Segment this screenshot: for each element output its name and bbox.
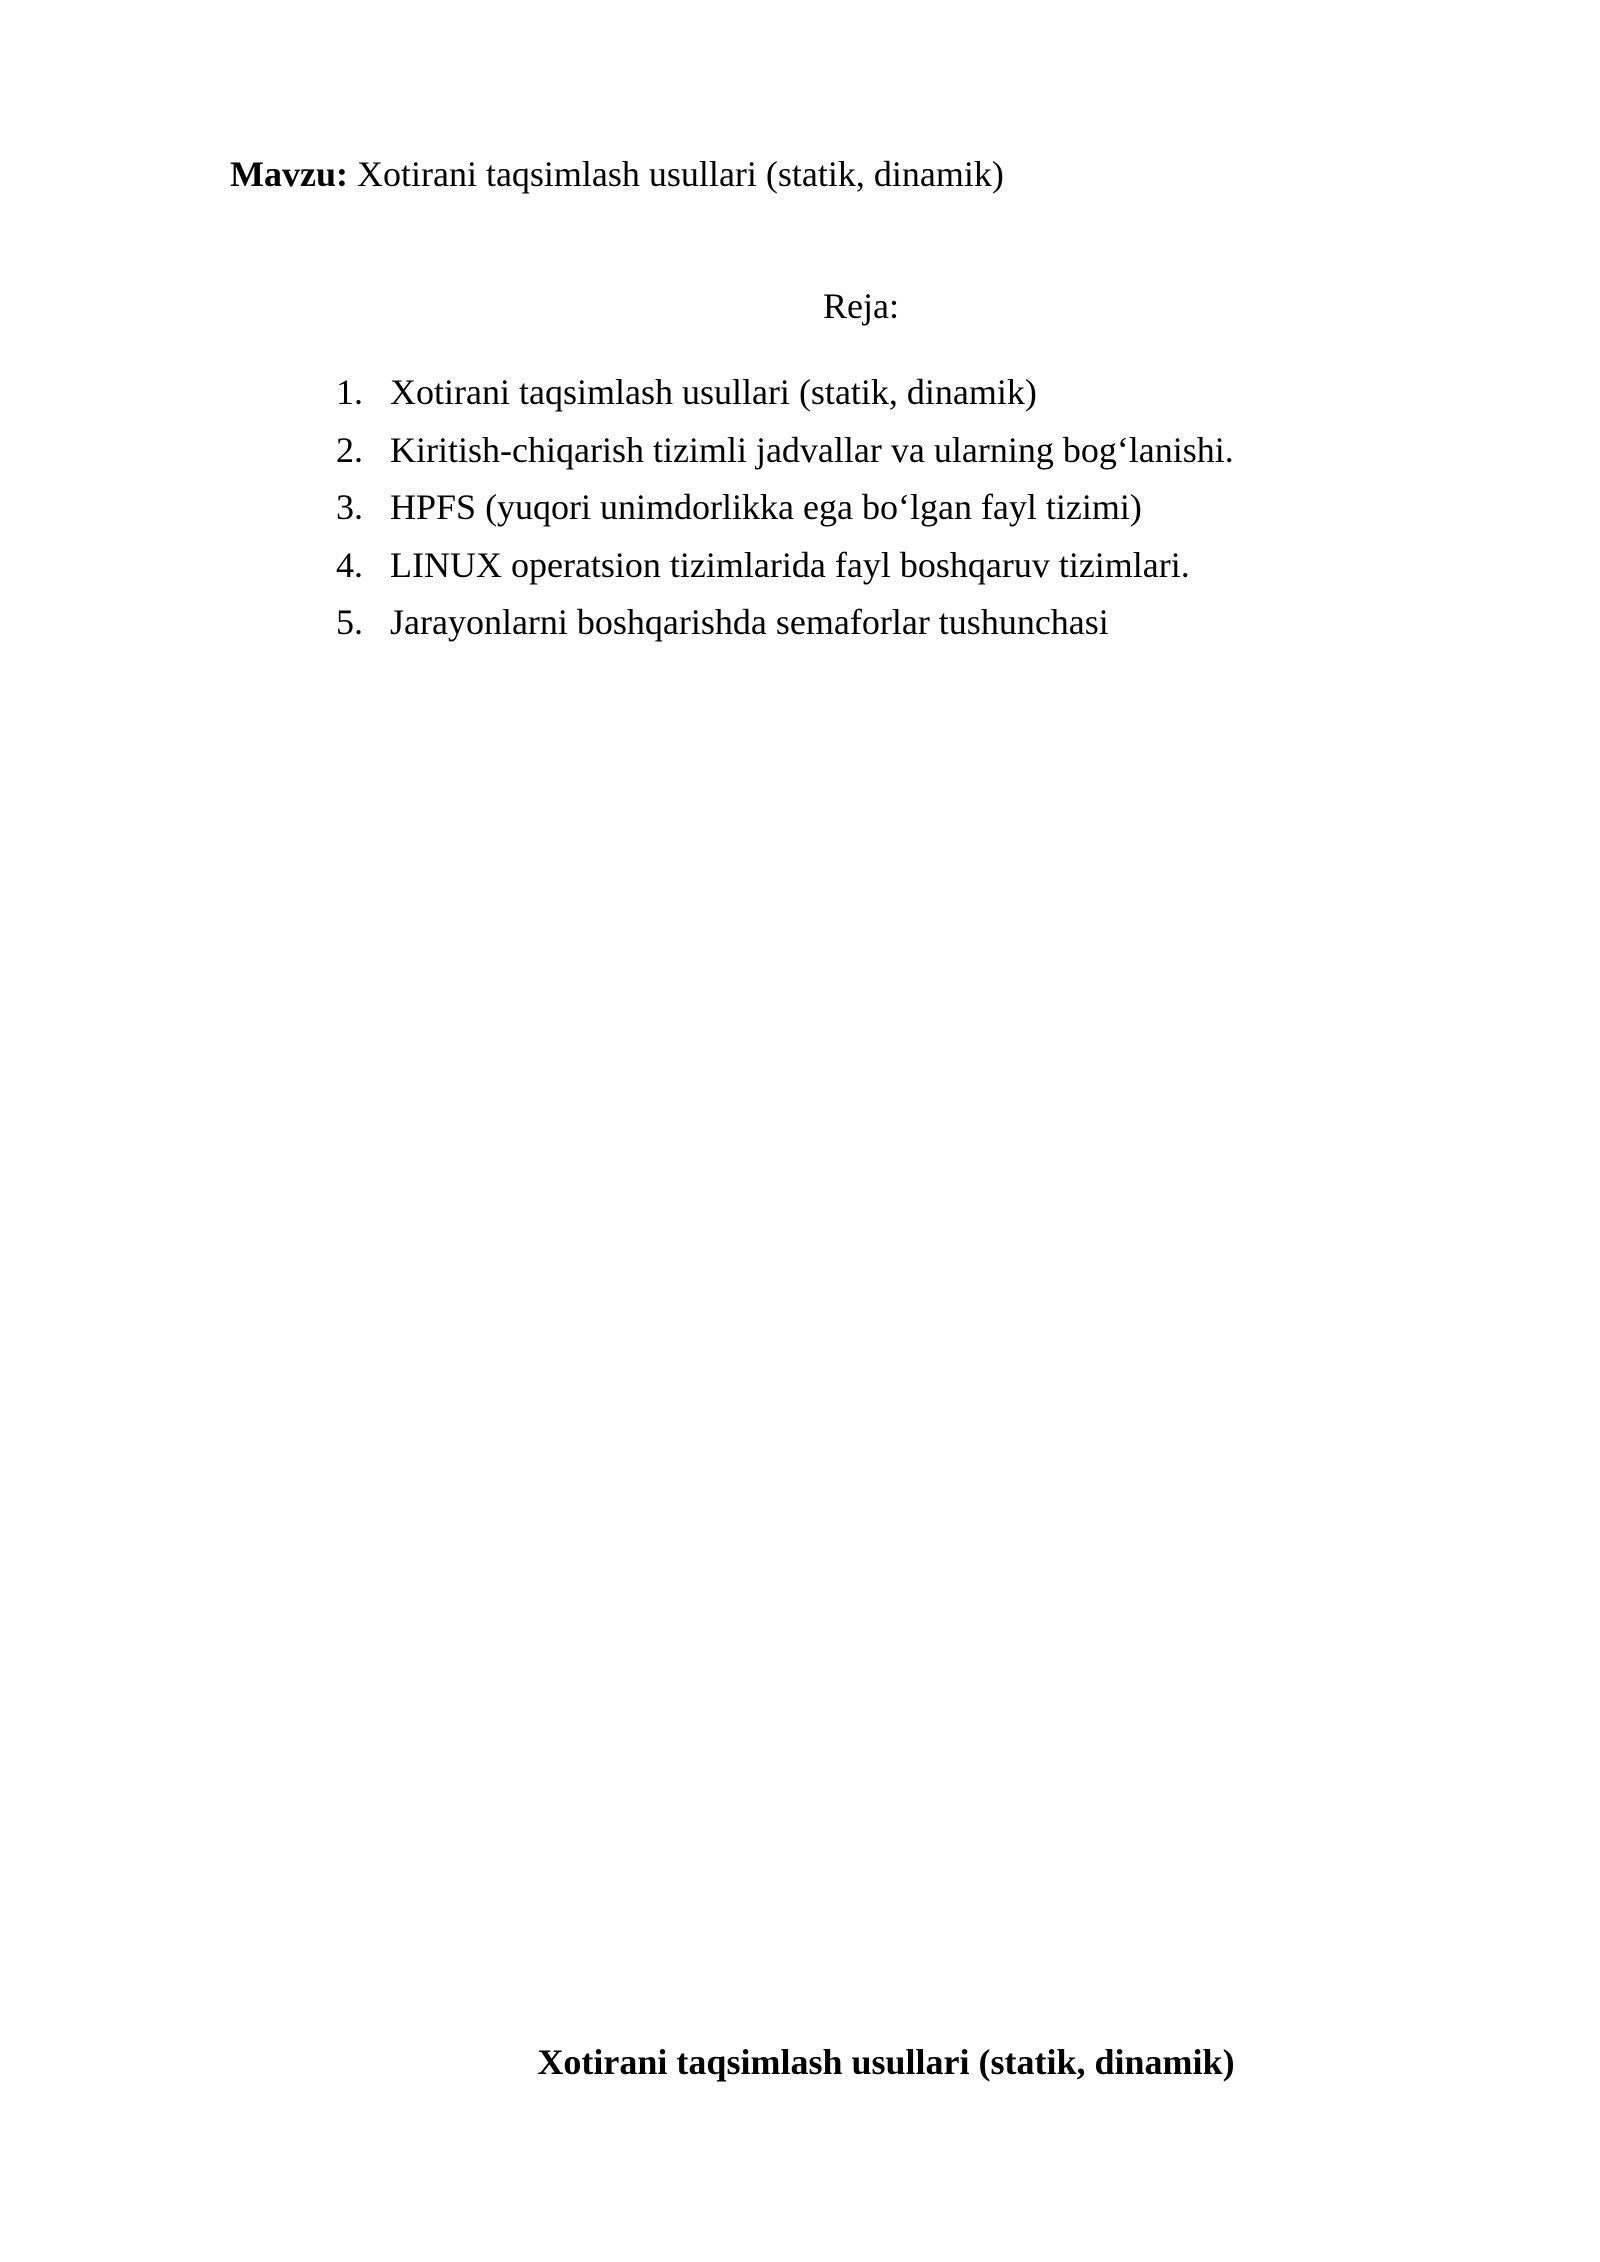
plan-item [336, 426, 1234, 484]
plan-item [336, 483, 1234, 541]
plan-item-text: LINUX operatsion tizimlarida fayl boshqaruv tizimlari. [390, 544, 1190, 585]
topic-line [230, 150, 1004, 198]
plan-item-number: 5. [336, 602, 363, 642]
plan-item-text: Kiritish-chiqarish tizimli jadvallar va ularning bog‘lanishi. [390, 429, 1234, 470]
plan-item [336, 541, 1234, 599]
plan-item-number: 4. [336, 544, 363, 585]
plan-item [336, 598, 1234, 656]
plan-item [336, 368, 1234, 426]
plan-item-number: 1. [336, 372, 363, 412]
plan-item-number: 2. [336, 429, 363, 470]
topic-label: Mavzu: [230, 154, 348, 194]
plan-item-text: HPFS (yuqori unimdorlikka ega bo‘lgan fayl tizimi) [390, 487, 1142, 527]
plan-item-text: Xotirani taqsimlash usullari (statik, dinamik) [390, 372, 1037, 412]
section-heading: Xotirani taqsimlash usullari (statik, dinamik) [537, 2042, 1235, 2082]
plan-list [336, 368, 1234, 656]
plan-item-text: Jarayonlarni boshqarishda semaforlar tushunchasi [390, 602, 1109, 642]
plan-item-number: 3. [336, 487, 363, 527]
plan-heading: Reja: [823, 286, 899, 326]
topic-title: Xotirani taqsimlash usullari (statik, dinamik) [356, 154, 1004, 194]
